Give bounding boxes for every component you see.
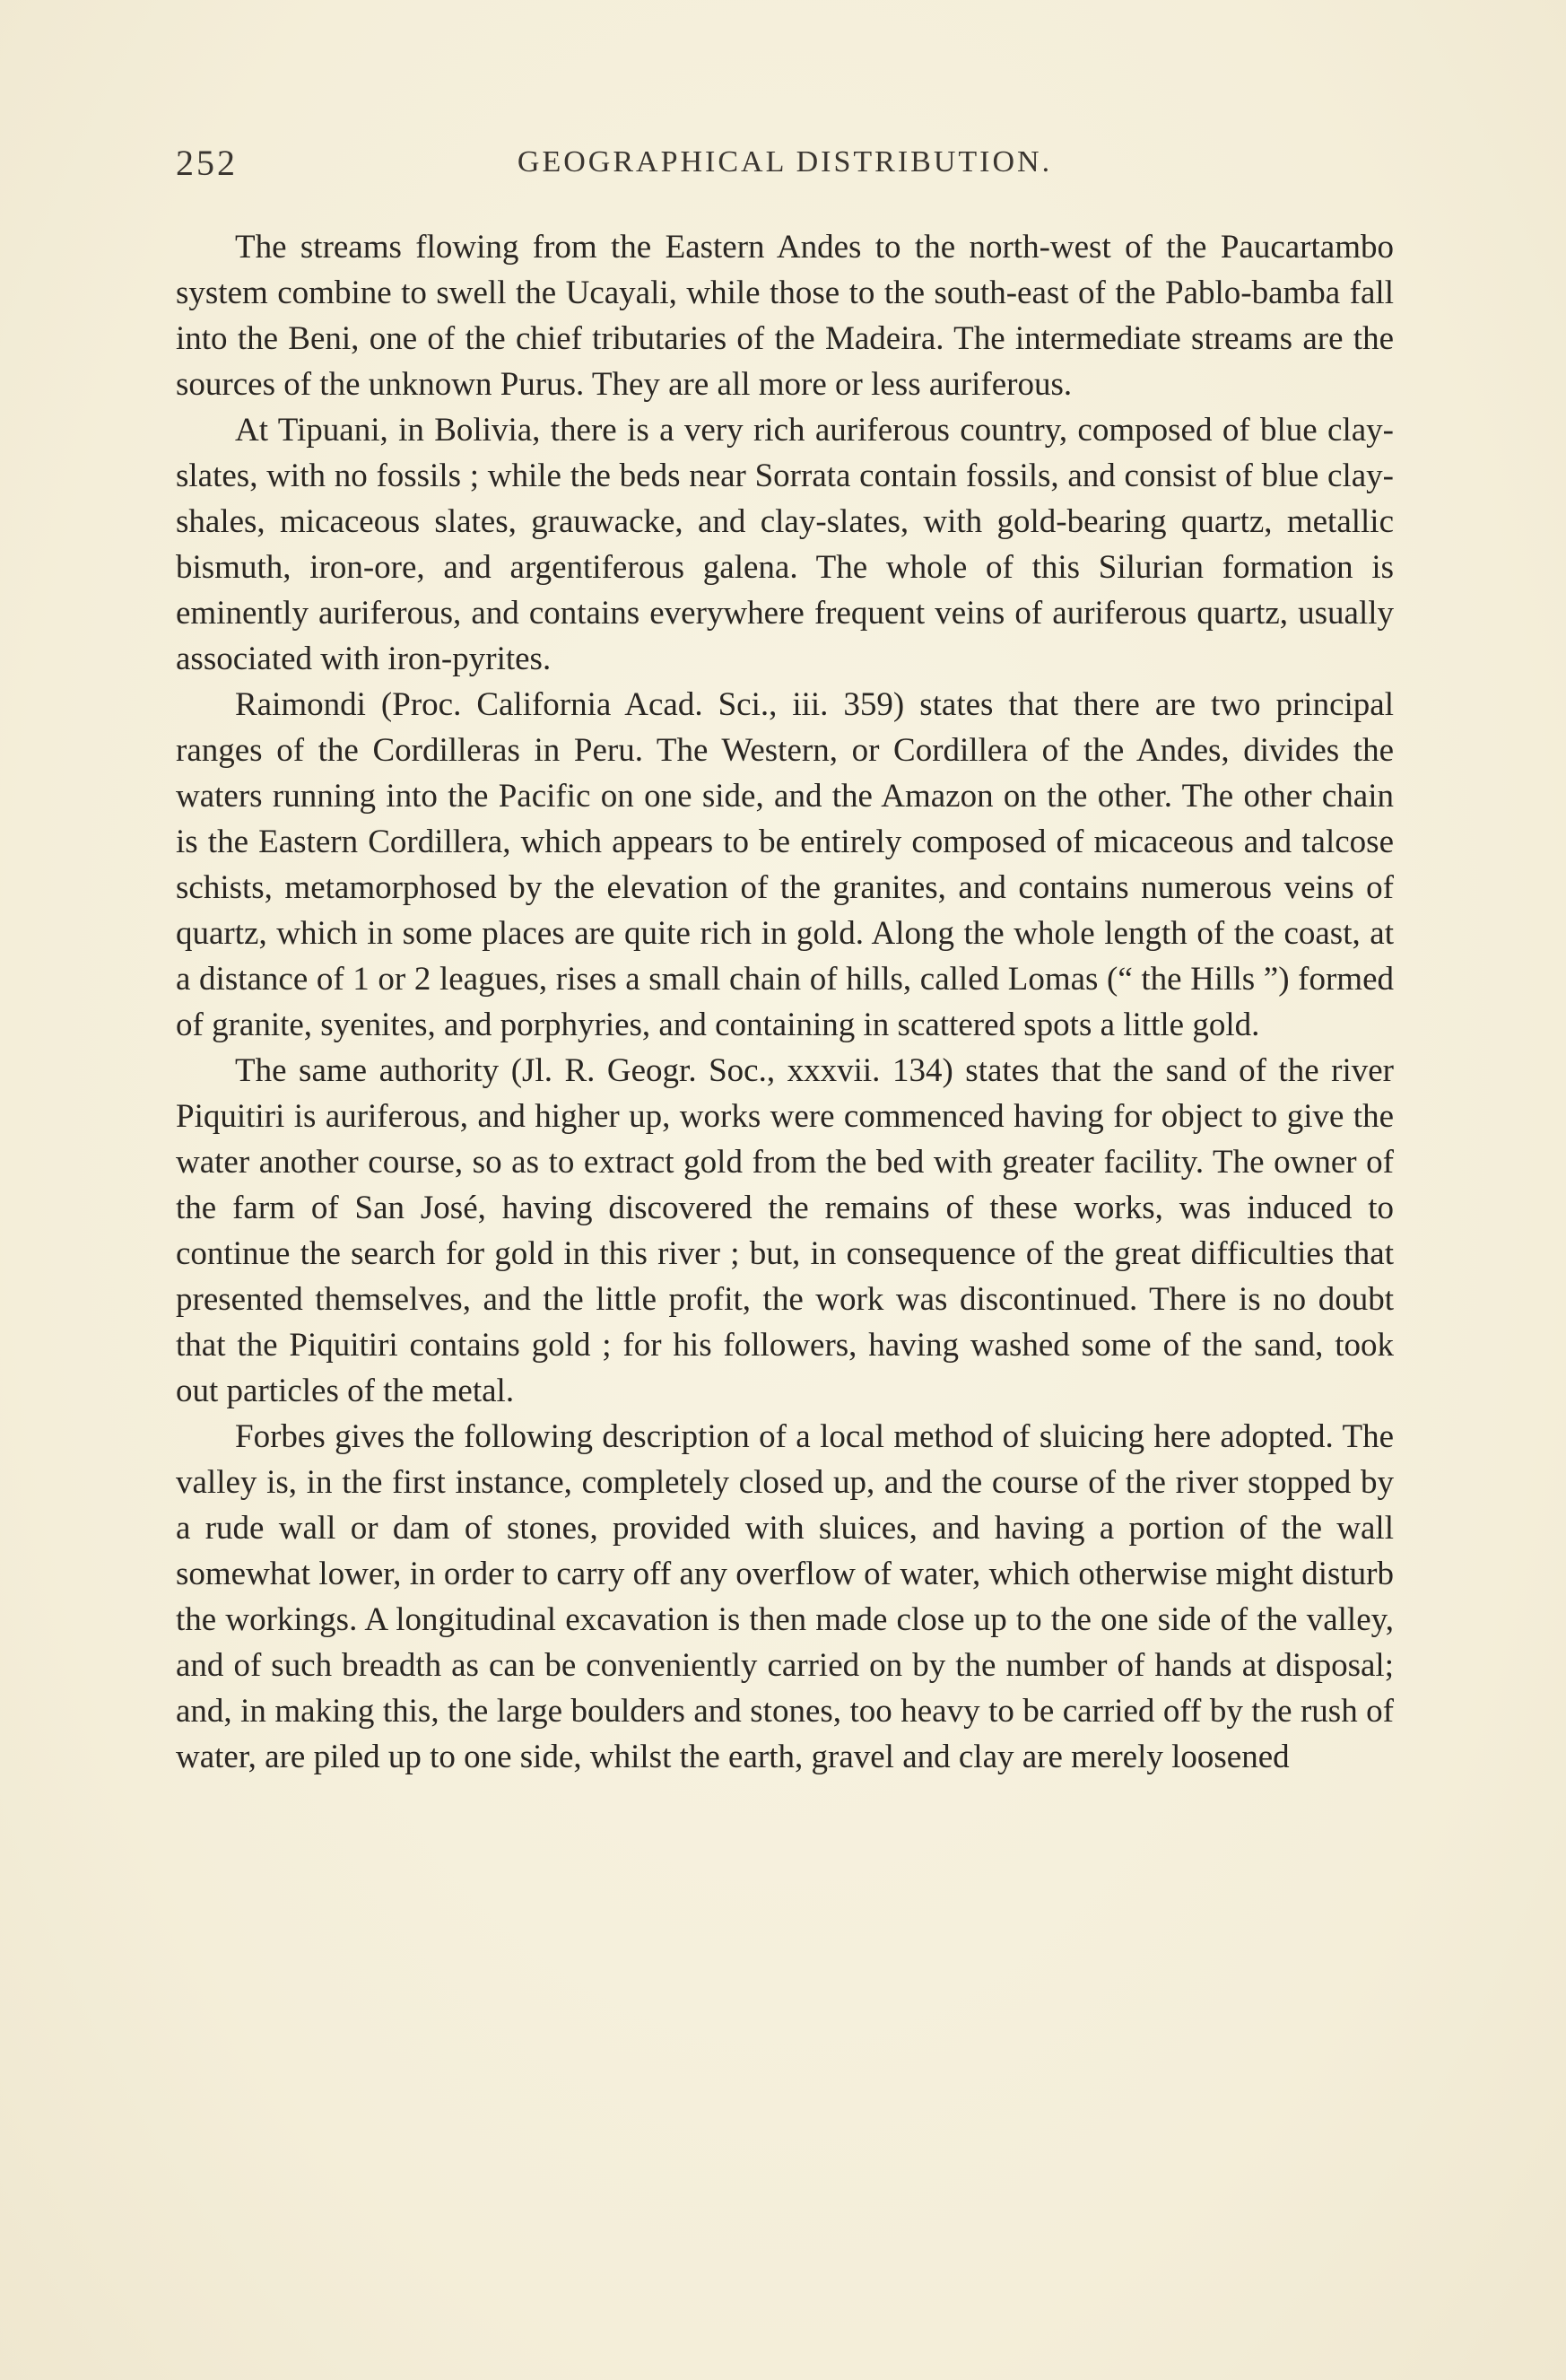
page-number: 252 — [176, 143, 238, 183]
paragraph-raimondi-cordilleras: Raimondi (Proc. California Acad. Sci., iii. 359) states that there are two principal ranges of the Cordilleras in Peru. The Western, or Cordillera of the Andes, divides the waters running into the Pacific on one side, and the Amazon on the other. The other chain is the Eastern Cordillera, which appears to be entirely composed of micaceous and talcose schists, metamorphosed by the elevation of the granites, and contains numerous veins of quartz, which in some places are quite rich in gold. Along the whole length of the coast, at a distance of 1 or 2 leagues, rises a small chain of hills, called Lomas (“ the Hills ”) formed of granite, syenites, and porphyries, and containing in scattered spots a little gold. — [176, 686, 1394, 1043]
body-text — [176, 224, 1394, 1780]
paragraph-tipuani-bolivia: At Tipuani, in Bolivia, there is a very rich auriferous country, composed of blue clay-slates, with no fossils ; while the beds near Sorrata contain fossils, and consist of blue clay-shales, micaceous slates, grauwacke, and clay-slates, with gold-bearing quartz, metallic bismuth, iron-ore, and argentiferous galena. The whole of this Silurian formation is eminently auriferous, and contains everywhere frequent veins of auriferous quartz, usually associated with iron-pyrites. — [176, 412, 1394, 677]
running-head — [176, 142, 1394, 187]
paragraph-river-piquitiri: The same authority (Jl. R. Geogr. Soc., xxxvii. 134) states that the sand of the river Piquitiri is auriferous, and higher up, works were commenced having for object to give the water another course, so as to extract gold from the bed with greater facility. The owner of the farm of San José, having discovered the remains of these works, was induced to continue the search for gold in this river ; but, in consequence of the great difficulties that presented themselves, and the little profit, the work was discontinued. There is no doubt that the Piquitiri contains gold ; for his followers, having washed some of the sand, took out particles of the metal. — [176, 1052, 1394, 1409]
paragraph-forbes-sluicing: Forbes gives the following description of a local method of sluicing here adopted. The valley is, in the first instance, completely closed up, and the course of the river stopped by a rude wall or dam of stones, provided with sluices, and having a portion of the wall somewhat lower, in order to carry off any overflow of water, which otherwise might disturb the workings. A longitudinal excavation is then made close up to the one side of the valley, and of such breadth as can be conveniently carried on by the number of hands at disposal; and, in making this, the large boulders and stones, too heavy to be carried off by the rush of water, are piled up to one side, whilst the earth, gravel and clay are merely loosened — [176, 1418, 1394, 1775]
running-title: GEOGRAPHICAL DISTRIBUTION. — [517, 145, 1053, 179]
paragraph-eastern-andes-streams: The streams flowing from the Eastern Andes to the north-west of the Paucartambo system combine to swell the Ucayali, while those to the south-east of the Pablo-bamba fall into the Beni, one of the chief tributaries of the Madeira. The intermediate streams are the sources of the unknown Purus. They are all more or less auriferous. — [176, 229, 1394, 403]
